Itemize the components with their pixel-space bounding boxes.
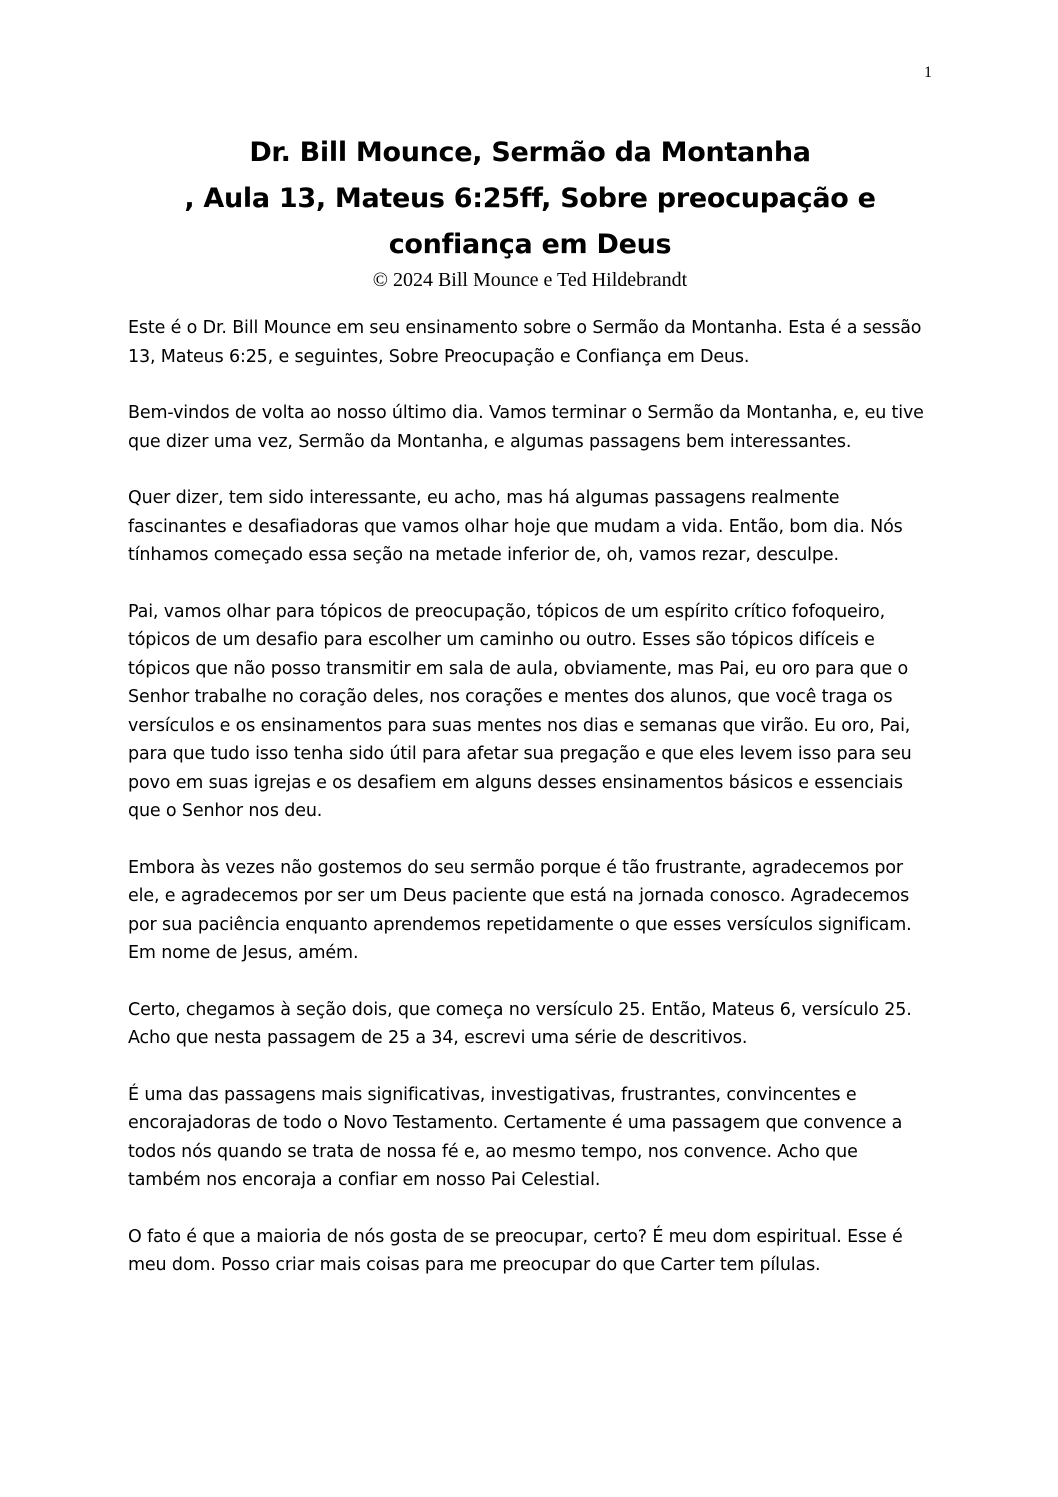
document-title-line-1: Dr. Bill Mounce, Sermão da Montanha xyxy=(249,137,811,168)
paragraph-7: É uma das passagens mais significativas, investigativas, frustrantes, convincentes e encorajadoras de todo o Novo Testamento. Certamente é uma passagem que convence a todos nós quando se trata de nossa fé e, ao mesmo tempo, nos convence. Acho que também nos encoraja a confiar em nosso Pai Celestial. xyxy=(128,1084,903,1190)
paragraph-5: Embora às vezes não gostemos do seu sermão porque é tão frustrante, agradecemos por ele, e agradecemos por ser um Deus paciente que está na jornada conosco. Agradecemos por sua paciência enquanto aprendemos repetidamente o que esses versículos significam. Em nome de Jesus, amém. xyxy=(128,857,912,963)
copyright-notice: © 2024 Bill Mounce e Ted Hildebrandt xyxy=(372,269,688,291)
paragraph-6: Certo, chegamos à seção dois, que começa no versículo 25. Então, Mateus 6, versículo 25. Acho que nesta passagem de 25 a 34, escrevi uma série de descritivos. xyxy=(128,999,912,1048)
paragraph-1: Este é o Dr. Bill Mounce em seu ensinamento sobre o Sermão da Montanha. Esta é a sessão 13, Mateus 6:25, e seguintes, Sobre Preocupação e Confiança em Deus. xyxy=(128,318,922,367)
paragraph-8: O fato é que a maioria de nós gosta de se preocupar, certo? É meu dom espiritual. Esse é meu dom. Posso criar mais coisas para me preocupar do que Carter tem pílulas. xyxy=(128,1226,903,1275)
document-body xyxy=(128,314,928,1308)
document-title-line-3: confiança em Deus xyxy=(388,229,672,260)
paragraph-4: Pai, vamos olhar para tópicos de preocupação, tópicos de um espírito crítico fofoqueiro, tópicos de um desafio para escolher um caminho ou outro. Esses são tópicos difíceis e tópicos que não posso transmitir em sala de aula, obviamente, mas Pai, eu oro para que o Senhor trabalhe no coração deles, nos corações e mentes dos alunos, que você traga os versículos e os ensinamentos para suas mentes nos dias e semanas que virão. Eu oro, Pai, para que tudo isso tenha sido útil para afetar sua pregação e que eles levem isso para seu povo em suas igrejas e os desafiem em alguns desses ensinamentos básicos e essenciais que o Senhor nos deu. xyxy=(128,601,912,821)
document-title-line-2: , Aula 13, Mateus 6:25ff, Sobre preocupação e xyxy=(184,183,876,214)
document-header xyxy=(100,130,960,292)
paragraph-3: Quer dizer, tem sido interessante, eu acho, mas há algumas passagens realmente fascinantes e desafiadoras que vamos olhar hoje que mudam a vida. Então, bom dia. Nós tínhamos começado essa seção na metade inferior de, oh, vamos rezar, desculpe. xyxy=(128,488,903,565)
page-number: 1 xyxy=(924,64,932,81)
paragraph-2: Bem-vindos de volta ao nosso último dia. Vamos terminar o Sermão da Montanha, e, eu tive que dizer uma vez, Sermão da Montanha, e algumas passagens bem interessantes. xyxy=(128,403,924,452)
